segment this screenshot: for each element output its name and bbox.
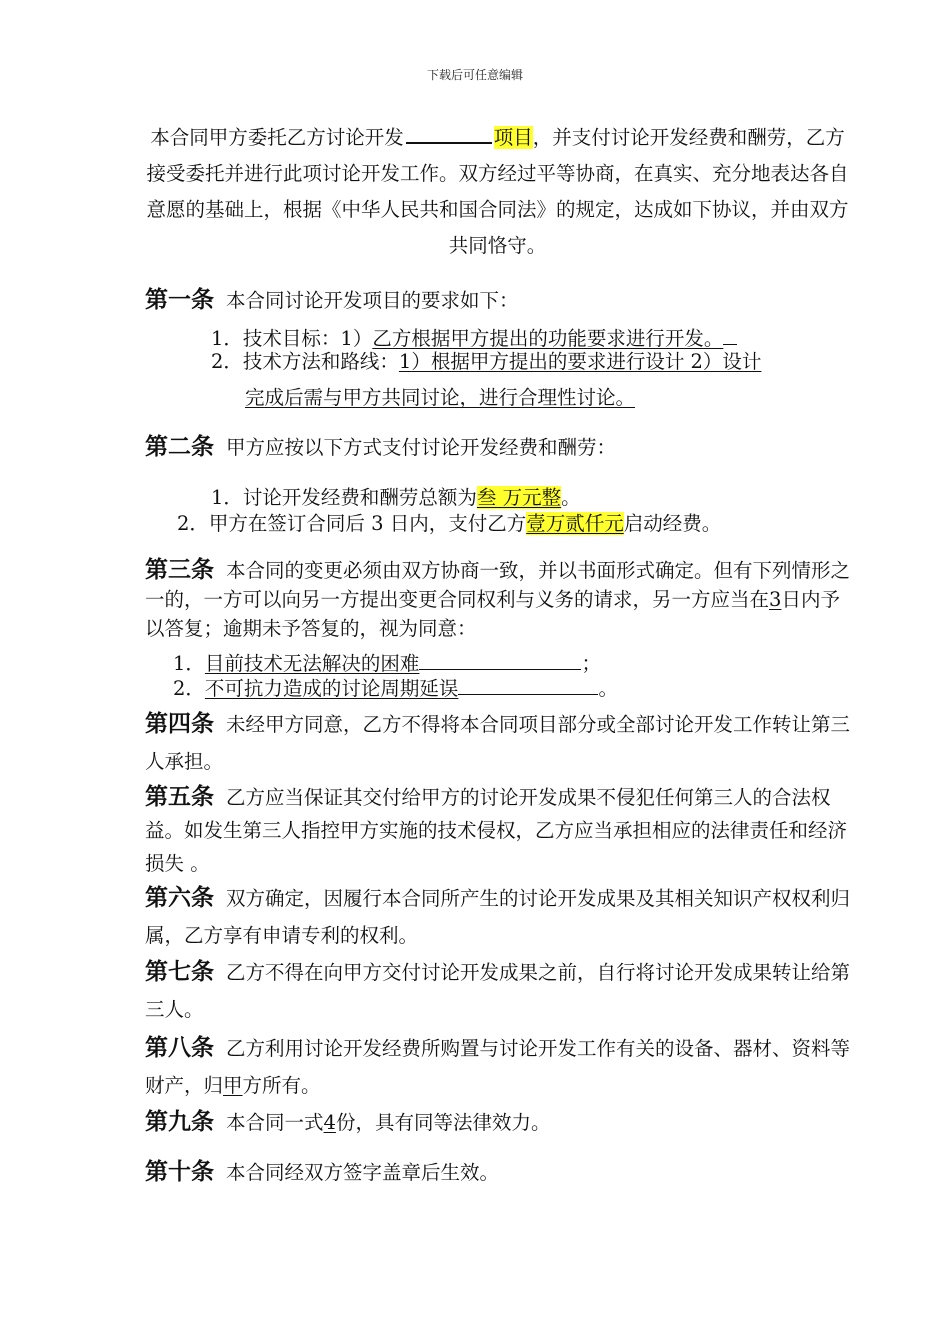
article-4	[145, 706, 850, 780]
item-label: 2．甲方在签订合同后 3 日内，支付乙方	[177, 512, 527, 535]
article-3	[145, 556, 850, 643]
item-label: 2．技术方法和路线：	[211, 350, 399, 373]
item-value: 叁 万元整	[476, 486, 562, 509]
item-label: 1．技术目标：1）	[211, 327, 373, 350]
article-text: 本合同经双方签字盖章后生效。	[226, 1161, 500, 1184]
project-name-blank[interactable]	[406, 124, 492, 144]
preamble-paragraph	[145, 120, 850, 264]
reply-days: 3	[769, 588, 782, 611]
preamble-text-1: 本合同甲方委托乙方讨论开发	[150, 126, 404, 149]
item-end: 启动经费。	[623, 512, 722, 535]
article-text: 未经甲方同意，乙方不得将本合同项目部分或全部讨论开发工作转让第三人承担。	[145, 713, 851, 773]
article-7	[145, 954, 850, 1028]
case-num: 1．	[173, 652, 205, 675]
article-end: 份，具有同等法律效力。	[335, 1111, 551, 1134]
header-note: 下载后可任意编辑	[426, 68, 523, 82]
item-value: 乙方根据甲方提出的功能要求进行开发。	[372, 327, 724, 350]
item-value: 壹万贰仟元	[526, 512, 624, 535]
copies-count: 4	[323, 1111, 336, 1134]
article-text: 本合同的变更必须由双方协商一致，并以书面形式确定。但有下列情形之一的，一方可以向另一方提出变更合同权利与义务的请求，另一方应当在	[145, 559, 851, 611]
article-text: 乙方利用讨论开发经费所购置与讨论开发工作有关的设备、器材、资料等财产，归	[145, 1037, 851, 1097]
article-title: 第三条	[145, 557, 214, 583]
item-end: 。	[561, 486, 581, 509]
article-title: 第九条	[145, 1109, 214, 1135]
item-label: 1．讨论开发经费和酬劳总额为	[211, 486, 477, 509]
article-text: 甲方应按以下方式支付讨论开发经费和酬劳：	[226, 436, 617, 459]
article-title: 第六条	[145, 885, 214, 911]
article-text: 双方确定，因履行本合同所产生的讨论开发成果及其相关知识产权权利归属，乙方享有申请专利的权利。	[145, 887, 851, 947]
article-title: 第十条	[145, 1159, 214, 1185]
article-title: 第四条	[145, 711, 214, 737]
article-end: 方所有。	[242, 1074, 321, 1097]
case-end: ；	[581, 652, 601, 675]
article-10	[145, 1154, 850, 1191]
preamble-text-2: ，并支付讨论开发经费和酬劳，乙方接受委托并进行此项讨论开发工作。双方经过平等协商，在真实、充分地表达各自意愿的基础上，根据《中华人民共和国合同法》的规定，达成如下协议，并由双方共同恪守。	[146, 126, 849, 257]
fill-line	[419, 647, 581, 670]
item-value-cont: 完成后需与甲方共同讨论，进行合理性讨论。	[245, 386, 636, 409]
article-6	[145, 880, 850, 954]
article-8	[145, 1030, 850, 1104]
article-2	[145, 429, 850, 466]
article-title: 第八条	[145, 1035, 214, 1061]
article-title: 第二条	[145, 434, 214, 460]
art2-item-2	[177, 508, 721, 540]
case-num: 2．	[173, 677, 205, 700]
art1-item-2	[211, 346, 761, 378]
case-end: 。	[598, 677, 618, 700]
article-text: 乙方应当保证其交付给甲方的讨论开发成果不侵犯任何第三人的合法权益。如发生第三人指控甲方实施的技术侵权，乙方应当承担相应的法律责任和经济损失 。	[145, 786, 848, 875]
project-word: 项目	[493, 126, 533, 149]
article-9	[145, 1104, 850, 1141]
article-5	[145, 781, 850, 880]
article-1	[145, 282, 850, 319]
art1-item-2-cont	[245, 382, 635, 414]
reply-days-text: 日内予以答复；逾期未予答复的，视为同意：	[145, 588, 840, 640]
article-title: 第七条	[145, 959, 214, 985]
article-title: 第五条	[145, 784, 214, 810]
article-text: 乙方不得在向甲方交付讨论开发成果之前，自行将讨论开发成果转让给第三人。	[145, 961, 851, 1021]
fill-line	[723, 322, 737, 345]
article-title: 第一条	[145, 287, 214, 313]
owner-party: 甲	[223, 1074, 243, 1097]
article-text: 本合同一式	[226, 1111, 324, 1134]
art3-case-2	[173, 672, 618, 705]
article-text: 本合同讨论开发项目的要求如下：	[226, 289, 519, 312]
case-text: 不可抗力造成的讨论周期延误	[204, 677, 459, 700]
case-text: 目前技术无法解决的困难	[204, 652, 420, 675]
item-value: 1）根据甲方提出的要求进行设计 2）设计	[398, 350, 762, 373]
fill-line	[458, 672, 598, 695]
